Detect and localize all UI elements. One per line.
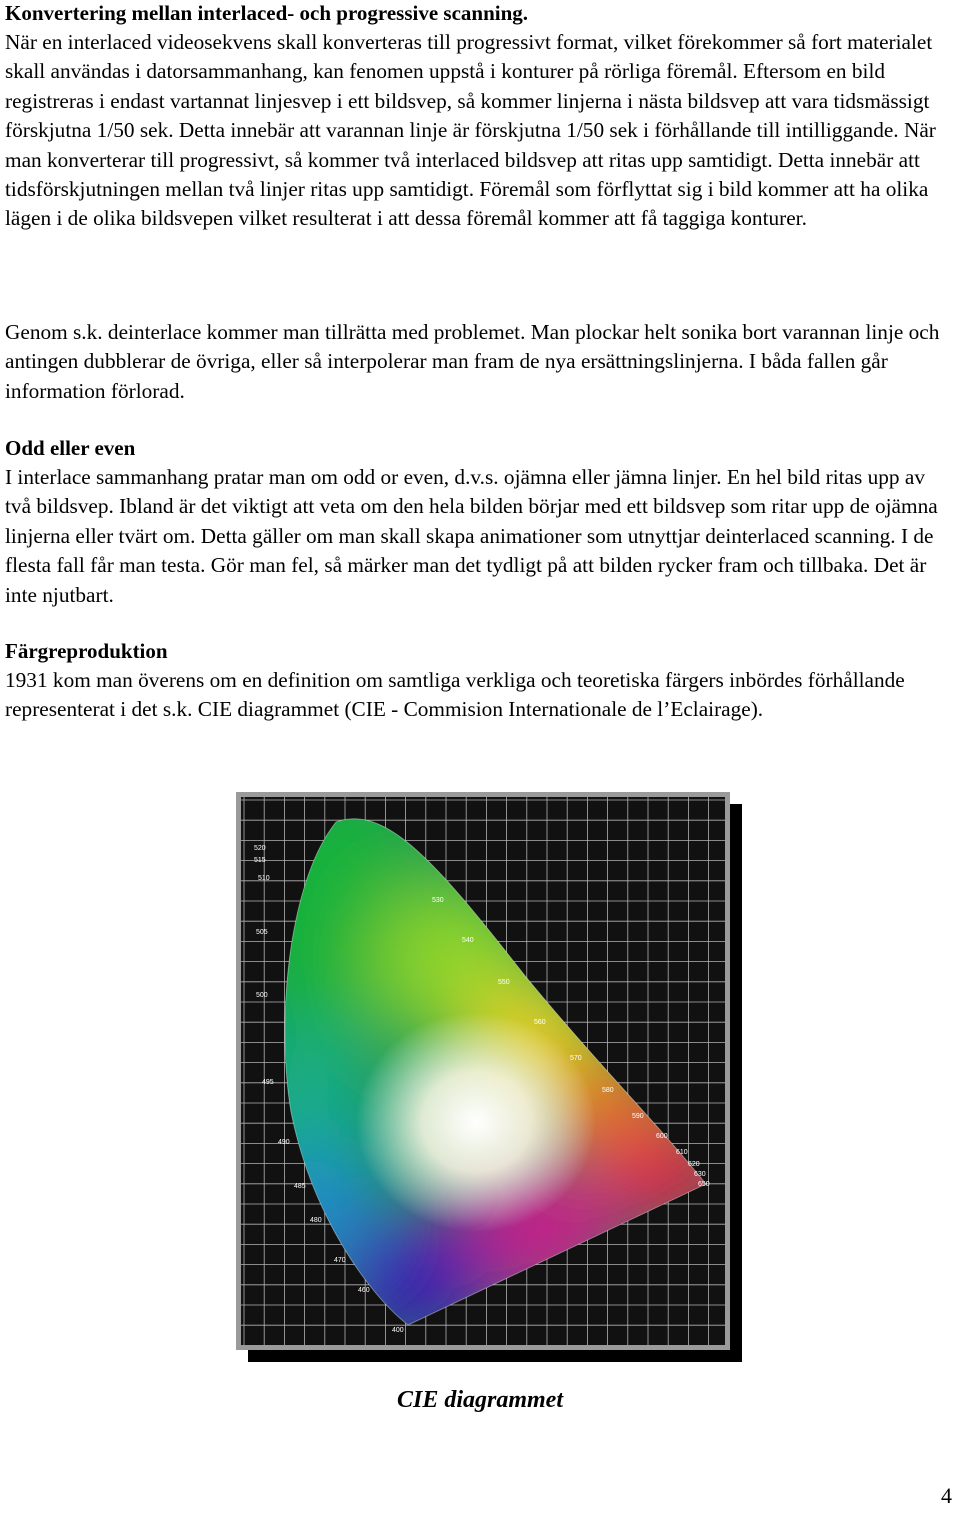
wavelength-label: 460 <box>358 1287 370 1294</box>
section-heading-color: Färgreproduktion <box>5 639 168 663</box>
wavelength-label: 620 <box>688 1161 700 1168</box>
figure-caption: CIE diagrammet <box>396 1387 564 1413</box>
wavelength-label: 530 <box>432 897 444 904</box>
paragraph-deinterlace: Genom s.k. deinterlace kommer man tillrätta med problemet. Man plockar helt sonika bort varannan linje och antingen dubblerar de övriga, eller så interpolerar man fram de nya ersättningslinjerna. I båda fallen går information förlorad. <box>5 320 940 403</box>
wavelength-label: 490 <box>278 1139 290 1146</box>
wavelength-label: 610 <box>676 1149 688 1156</box>
wavelength-label: 500 <box>256 992 268 999</box>
wavelength-label: 600 <box>656 1133 668 1140</box>
wavelength-label: 470 <box>334 1257 346 1264</box>
wavelength-label: 570 <box>570 1055 582 1062</box>
cie-diagram-image <box>236 792 742 1362</box>
wavelength-label: 515 <box>254 857 266 864</box>
section-heading-interlace: Konvertering mellan interlaced- och progressive scanning. <box>5 1 529 25</box>
section-heading-odd-even: Odd eller even <box>5 436 136 460</box>
paragraph-odd-even: I interlace sammanhang pratar man om odd or even, d.v.s. ojämna eller jämna linjer. En hel bild ritas upp av två bildsvep. Ibland är det viktigt att veta om den hela bilden börjar med ett bildsvep som ritar upp de ojämna linjerna eller tvärt om. Detta gäller om man skall skapa animationer som utnyttjar deinterlaced scanning. I de flesta fall får man testa. Gör man fel, så märker man det tydligt på att bilden rycker fram och tillbaka. Det är inte njutbart. <box>5 465 938 607</box>
wavelength-label: 480 <box>310 1217 322 1224</box>
paragraph-interlace: När en interlaced videosekvens skall konverteras till progressivt format, vilket förekommer så fort materialet skall användas i datorsammanhang, kan fenomen uppstå i konturer på rörliga föremål. Eftersom en bild registreras i endast vartannat linjesvep i ett bildsvep, så kommer linjerna i nästa bildsvep att vara tidsmässigt förskjutna 1/50 sek. Detta innebär att varannan linje är förskjutna 1/50 sek i förhållande till intilliggande. När man konverterar till progressivt, så kommer två interlaced bildsvep att ritas upp samtidigt. Detta innebär att tidsförskjutningen mellan två linjer ritas upp samtidigt. Föremål som förflyttat sig i bild kommer att ha olika lägen i de olika bildsvepen vilket resulterat i att dessa föremål kommer att få taggiga konturer. <box>5 30 936 231</box>
wavelength-label: 505 <box>256 929 268 936</box>
wavelength-label: 560 <box>534 1019 546 1026</box>
wavelength-label: 650 <box>698 1181 710 1188</box>
cie-diagram-figure <box>236 792 742 1362</box>
wavelength-label: 495 <box>262 1079 274 1086</box>
wavelength-label: 510 <box>258 875 270 882</box>
wavelength-label: 630 <box>694 1171 706 1178</box>
paragraph-color: 1931 kom man överens om en definition om samtliga verkliga och teoretiska färgers inbördes förhållande representerat i det s.k. CIE diagrammet (CIE - Commision Internationale de l’Eclairage). <box>5 668 905 722</box>
wavelength-label: 400 <box>392 1327 404 1334</box>
wavelength-label: 580 <box>602 1087 614 1094</box>
page-number: 4 <box>941 1483 952 1508</box>
wavelength-label: 540 <box>462 937 474 944</box>
wavelength-label: 520 <box>254 845 266 852</box>
wavelength-label: 550 <box>498 979 510 986</box>
wavelength-label: 590 <box>632 1113 644 1120</box>
wavelength-label: 485 <box>294 1183 306 1190</box>
